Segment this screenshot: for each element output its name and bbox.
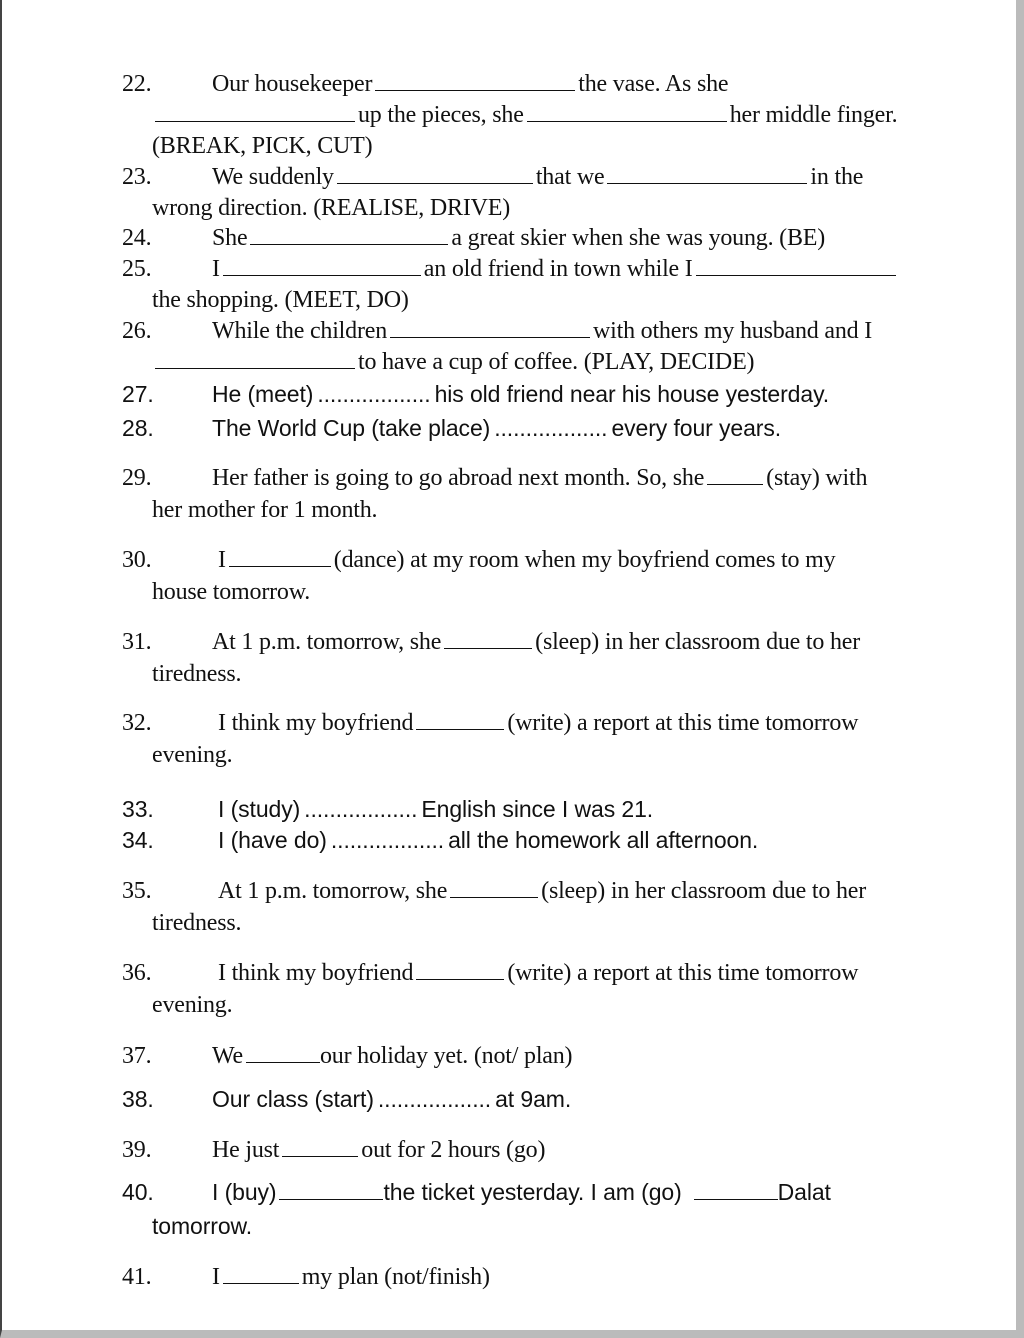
question-text: to have a cup of coffee. (PLAY, DECIDE) <box>358 349 755 375</box>
question-text: (sleep) in her classroom due to her <box>535 629 861 655</box>
answer-dots[interactable]: .................. <box>330 827 445 853</box>
question-text: Dalat <box>777 1179 831 1205</box>
question-text: evening. <box>152 992 233 1018</box>
answer-blank[interactable] <box>607 163 807 184</box>
question-text: a great skier when she was young. (BE) <box>451 225 826 251</box>
answer-blank[interactable] <box>223 1263 299 1284</box>
question-text: We <box>212 1043 243 1069</box>
answer-blank[interactable] <box>282 1136 358 1157</box>
question-text: I think my boyfriend <box>218 710 414 736</box>
answer-blank[interactable] <box>155 101 355 122</box>
question-text: our holiday yet. (not/ plan) <box>319 1043 573 1069</box>
answer-blank[interactable] <box>246 1042 320 1063</box>
question-text: Her father is going to go abroad next month. So, she <box>212 465 705 491</box>
question-text: wrong direction. (REALISE, DRIVE) <box>152 195 510 221</box>
answer-blank[interactable] <box>696 255 896 276</box>
question-text: I <box>212 256 220 282</box>
question-text: the vase. As she <box>578 71 729 97</box>
question-text: Our housekeeper <box>212 71 373 97</box>
question-text: While the children <box>212 318 387 344</box>
question-text: an old friend in town while I <box>423 256 693 282</box>
question-text: evening. <box>152 742 233 768</box>
answer-blank[interactable] <box>527 101 727 122</box>
question-text: She <box>212 225 248 251</box>
question-text: tiredness. <box>152 910 242 936</box>
answer-blank[interactable] <box>694 1179 778 1200</box>
answer-blank[interactable] <box>416 709 504 730</box>
answer-blank[interactable] <box>375 70 575 91</box>
answer-blank[interactable] <box>223 255 421 276</box>
answer-blank[interactable] <box>229 546 331 567</box>
question-text: with others my husband and I <box>593 318 873 344</box>
answer-blank[interactable] <box>155 348 355 369</box>
question-text: out for 2 hours (go) <box>361 1137 546 1163</box>
question-text: I (study) <box>218 796 301 822</box>
question-text: up the pieces, she <box>358 102 524 128</box>
question-text: (write) a report at this time tomorrow <box>507 960 859 986</box>
question-text: (sleep) in her classroom due to her <box>541 878 867 904</box>
question-text: I <box>212 1264 220 1290</box>
question-text: At 1 p.m. tomorrow, she <box>218 878 448 904</box>
answer-blank[interactable] <box>707 464 763 485</box>
question-text: I think my boyfriend <box>218 960 414 986</box>
question-text: house tomorrow. <box>152 579 311 605</box>
question-text: in the <box>810 164 864 190</box>
answer-dots[interactable]: .................. <box>494 415 608 441</box>
worksheet-page: 22. Our housekeeper the vase. As she up the pieces, she her middle finger. (BREAK, PICK, CUT) 23. We suddenly that we in the wrong direction. (REALISE, DRIVE) 24. She a great skier when she was young. (BE) 25. I an old friend in town while I the shopping. (MEET, DO) 26. While the children with others my husband and I to have a cup of coffee. (PLAY, DECIDE) 27. He (meet) .................. his old friend near his house yesterday. 28. The World Cup (take place) .................. every four years. 29. Her father is going to go abroad next month. So, she (stay) with her mother for 1 month. 30. I (dance) at my room when my boyfriend comes to my house tomorrow. 31. At 1 p.m. tomorrow, she (sleep) in her classroom due to her tiredness. 32. I think my boyfriend (write) a report at this time tomorrow evening. 33. I (study) .................. English since I was 21. 34. I (have do) .................. all the homework all afternoon. 35. At 1 p.m. tomorrow, she (sleep) in her classroom due to her tiredness. 36. I think my boyfriend (write) a report at this time tomorrow evening. 37. We our holiday yet. (not/ plan) 38. Our class (start) .................. at 9am. 39. He just out for 2 hours (go) 40. I (buy) the ticket yesterday. I am (go) Dalat tomorrow. 41. I my plan (not/finish) <box>0 0 1024 1338</box>
question-text: (BREAK, PICK, CUT) <box>152 133 373 159</box>
answer-blank[interactable] <box>444 628 532 649</box>
question-text: I (have do) <box>218 827 327 853</box>
answer-blank[interactable] <box>416 959 504 980</box>
question-text: The World Cup (take place) <box>212 415 491 441</box>
answer-blank[interactable] <box>250 224 448 245</box>
question-text: I (buy) <box>212 1179 277 1205</box>
question-text: at 9am. <box>495 1086 572 1112</box>
question-text: tiredness. <box>152 661 242 687</box>
question-text: his old friend near his house yesterday. <box>434 381 830 407</box>
question-text: (write) a report at this time tomorrow <box>507 710 859 736</box>
answer-dots[interactable]: .................. <box>304 796 418 822</box>
answer-blank[interactable] <box>337 163 533 184</box>
question-text: He just <box>212 1137 280 1163</box>
question-text: all the homework all afternoon. <box>448 827 759 853</box>
answer-blank[interactable] <box>450 877 538 898</box>
question-text: Our class (start) <box>212 1086 374 1112</box>
answer-blank[interactable] <box>279 1179 383 1200</box>
answer-blank[interactable] <box>390 317 590 338</box>
question-text: (stay) with <box>766 465 868 491</box>
question-text: her middle finger. <box>729 102 898 128</box>
answer-dots[interactable]: .................. <box>377 1086 492 1112</box>
question-text: every four years. <box>611 415 782 441</box>
question-text: At 1 p.m. tomorrow, she <box>212 629 442 655</box>
question-text: English since I was 21. <box>421 796 654 822</box>
question-text: We suddenly <box>212 164 334 190</box>
question-text: tomorrow. <box>152 1213 253 1239</box>
question-text: I <box>218 547 226 573</box>
question-text: my plan (not/finish) <box>301 1264 490 1290</box>
question-text: He (meet) <box>212 381 314 407</box>
answer-dots[interactable]: .................. <box>317 381 431 407</box>
question-text: the shopping. (MEET, DO) <box>152 287 409 313</box>
question-text: (dance) at my room when my boyfriend comes to my <box>333 547 836 573</box>
question-text: the ticket yesterday. I am (go) <box>383 1179 682 1205</box>
question-text: that we <box>535 164 605 190</box>
question-text: her mother for 1 month. <box>152 497 378 523</box>
